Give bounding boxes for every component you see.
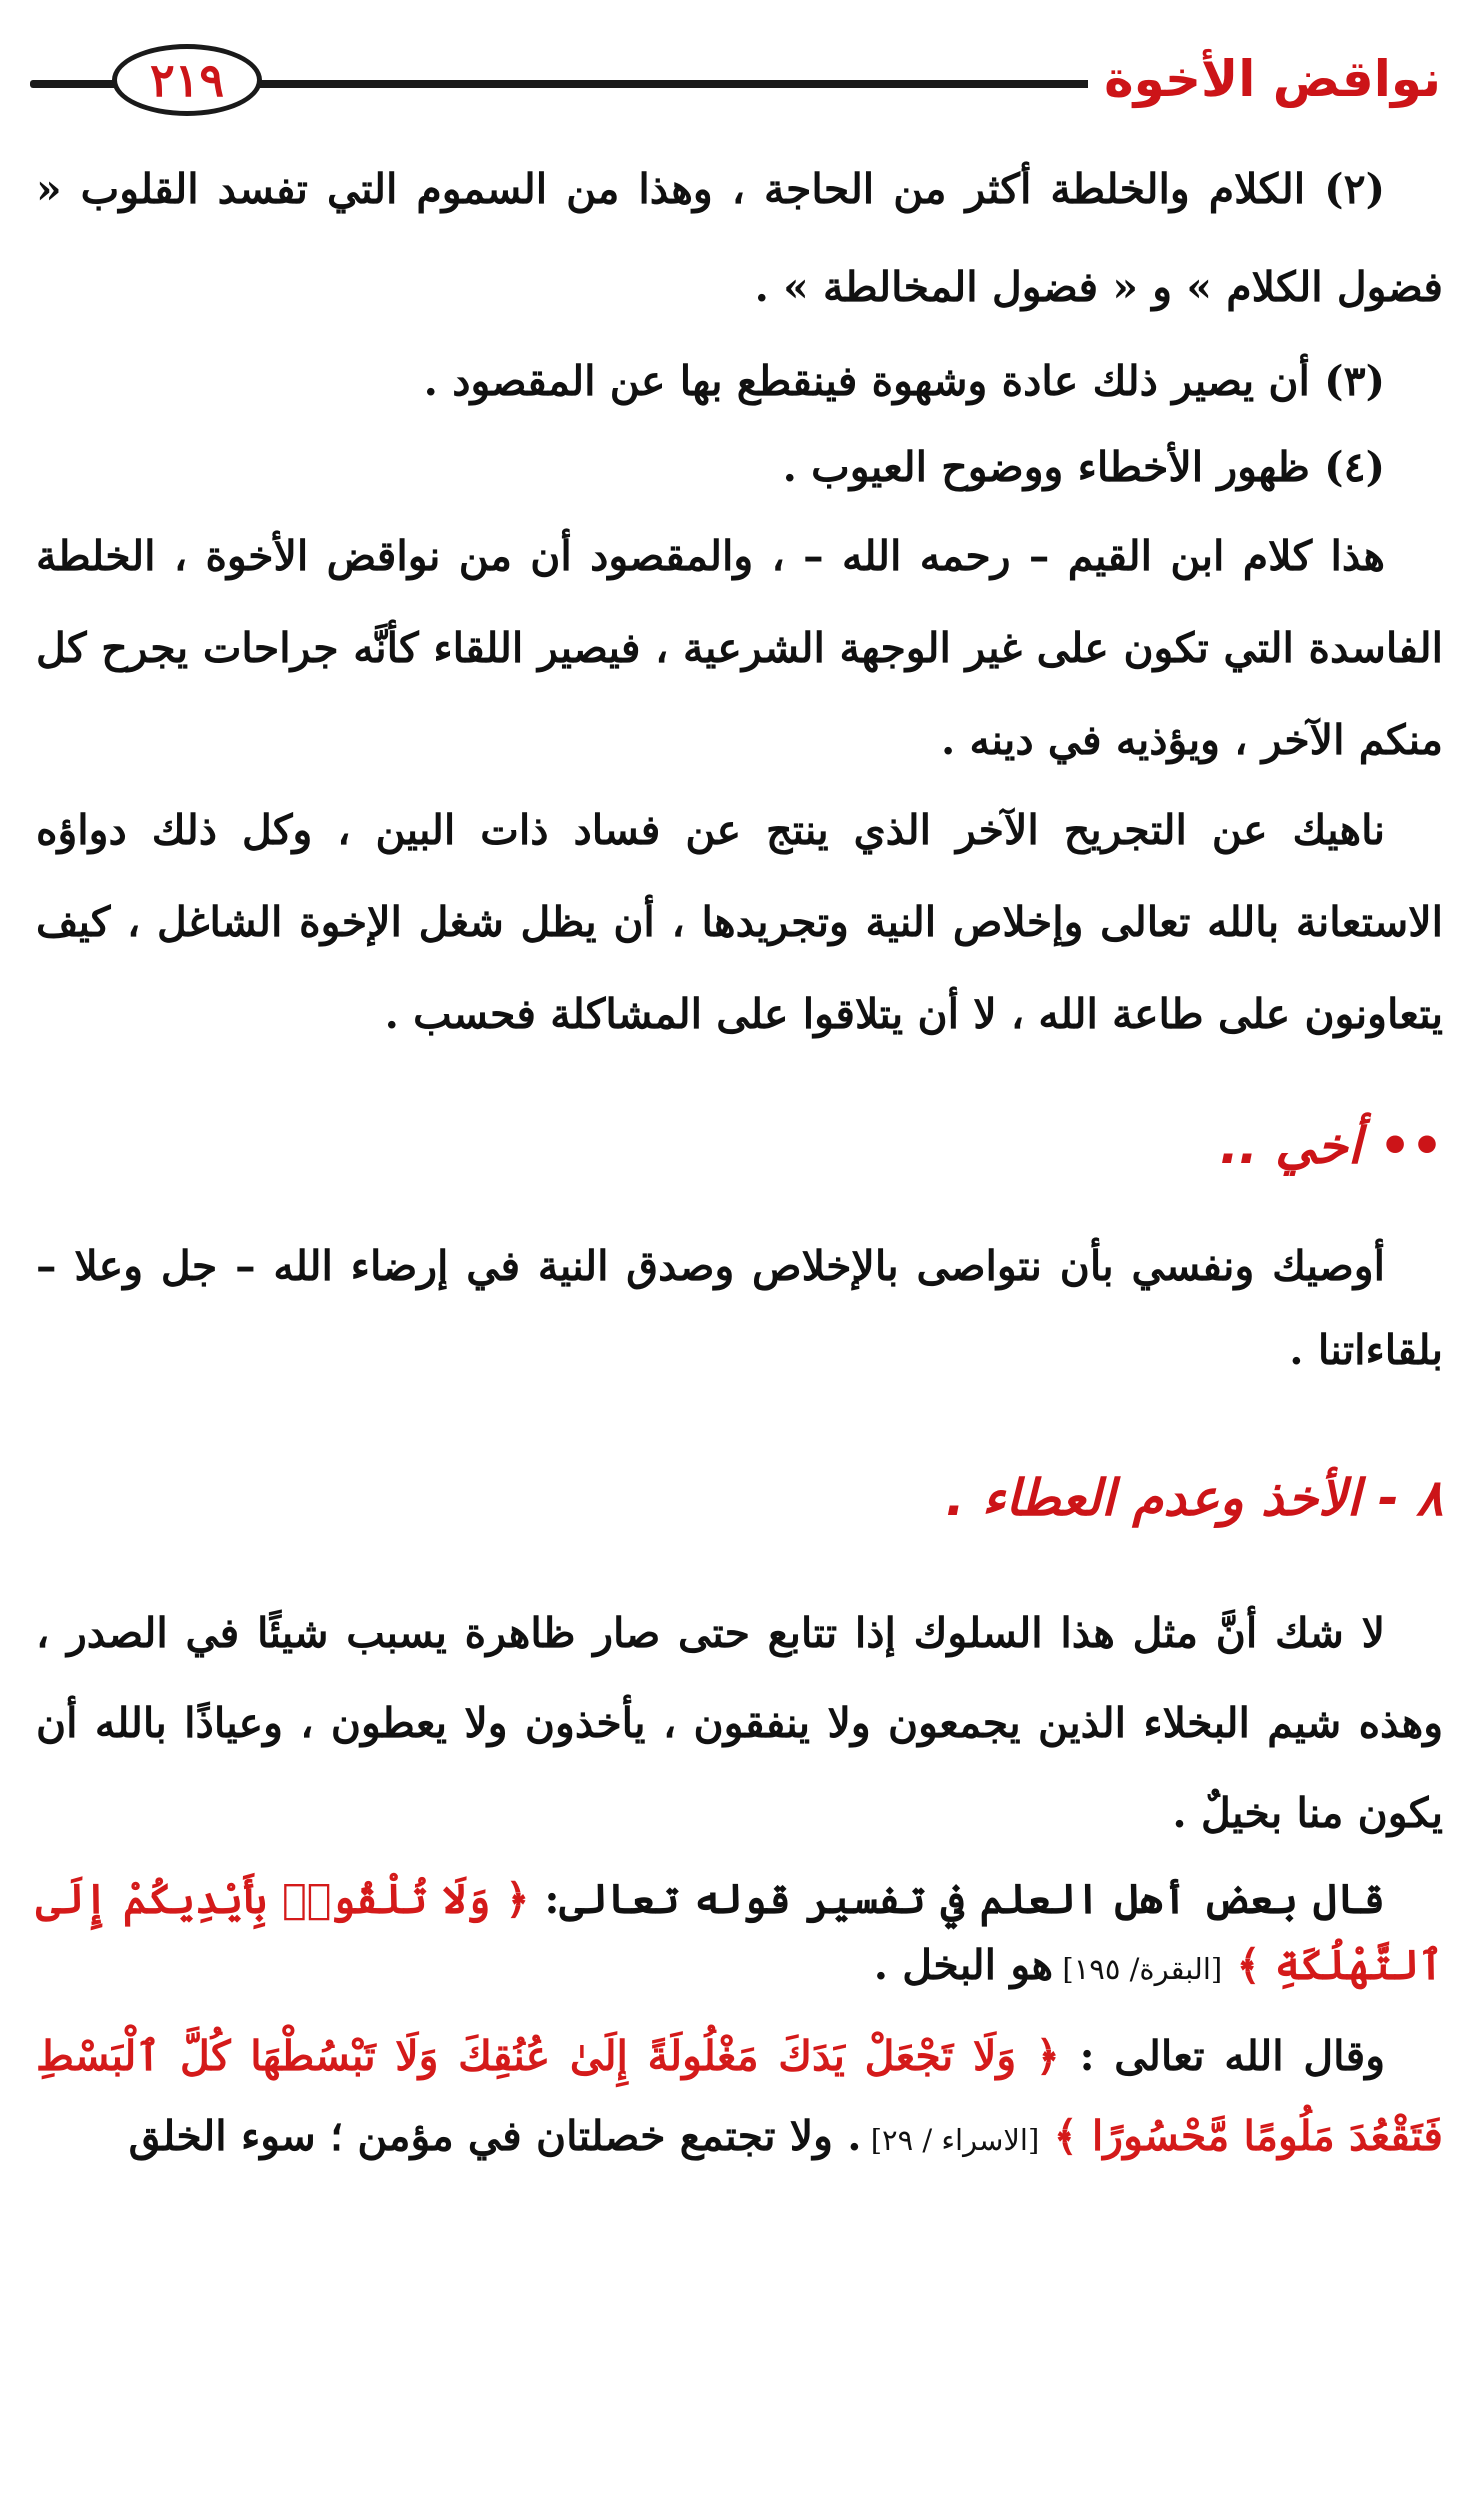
paragraph-9-outro: . ولا تجتمع خصلتان في مؤمن ؛ سوء الخلق <box>128 2112 862 2160</box>
quran-verse-isra: ﴿ وَلَا تَجْعَلْ يَدَكَ مَغْلُولَةً إِلَىٰ عُنُقِكَ وَلَا تَبْسُطْهَا كُلَّ ٱلْبَسْطِ فَتَقْعُدَ مَلُومًا مَّحْسُورًا ﴾ <box>36 2032 1443 2160</box>
page-header <box>30 44 1441 114</box>
paragraph-5: ناهيك عن التجريح الآخر الذي ينتج عن فساد ذات البين ، وكل ذلك دواؤه الاستعانة بالله تعالى وإخلاص النية وتجريدها ، أن يظل شغل الإخوة الشاغل ، كيف يتعاونون على طاعة الله ، لا أن يتلاقوا على المشاكلة فحسب . <box>36 806 1443 1038</box>
paragraph-9-intro: وقال الله تعالى : <box>1059 2032 1385 2080</box>
akhi-heading-text: أخي .. <box>1219 1117 1362 1175</box>
paragraph-3: (٤) ظهور الأخطاء ووضوح العيوب . <box>782 443 1385 491</box>
page-body <box>36 140 1443 2180</box>
akhi-heading <box>36 1106 1443 1186</box>
paragraph-8 <box>36 1866 1443 2002</box>
paragraph-6: أوصيك ونفسي بأن نتواصى بالإخلاص وصدق النية في إرضاء الله – جل وعلا – بلقاءاتنا . <box>36 1242 1443 1374</box>
paragraph-4: هذا كلام ابن القيم – رحمه الله – ، والمقصود أن من نواقض الأخوة ، الخلطة الفاسدة التي تكون على غير الوجهة الشرعية ، فيصير اللقاء كأنَّه جراحات يجرح كل منكم الآخر ، ويؤذيه في دينه . <box>36 532 1443 764</box>
heading-bullet: •• <box>1379 1117 1443 1175</box>
paragraph-1: (٢) الكلام والخلطة أكثر من الحاجة ، وهذا من السموم التي تفسد القلوب « فضول الكلام » و « فضول المخالطة » . <box>36 165 1443 311</box>
page-number: ٢١٩ <box>112 44 262 116</box>
paragraph-8-outro: هو البخل . <box>873 1941 1054 1989</box>
running-title: نواقض الأخوة <box>1088 50 1441 108</box>
paragraph-9 <box>36 2016 1443 2180</box>
verse-reference-isra: [الاسراء / ٢٩] <box>861 2123 1040 2157</box>
verse-reference-baqarah: [البقرة/ ١٩٥] <box>1053 1952 1223 1986</box>
quran-verse-baqarah: ﴿ وَلَا تُلْقُوا۟ بِأَيْدِيكُمْ إِلَى ٱلتَّهْلُكَةِ ﴾ <box>36 1875 1443 1989</box>
paragraph-2: (٣) أن يصير ذلك عادة وشهوة فينقطع بها عن المقصود . <box>423 357 1385 405</box>
paragraph-8-intro: قال بعض أهل العلم في تفسير قوله تعالى: <box>529 1875 1386 1923</box>
paragraph-7: لا شك أنَّ مثل هذا السلوك إذا تتابع حتى صار ظاهرة يسبب شيئًا في الصدر ، وهذه شيم البخلاء الذين يجمعون ولا ينفقون ، يأخذون ولا يعطون ، وعياذًا بالله أن يكون منا بخيلٌ . <box>36 1609 1443 1837</box>
section-8-title: ٨ - الأخذ وعدم العطاء . <box>945 1469 1443 1527</box>
